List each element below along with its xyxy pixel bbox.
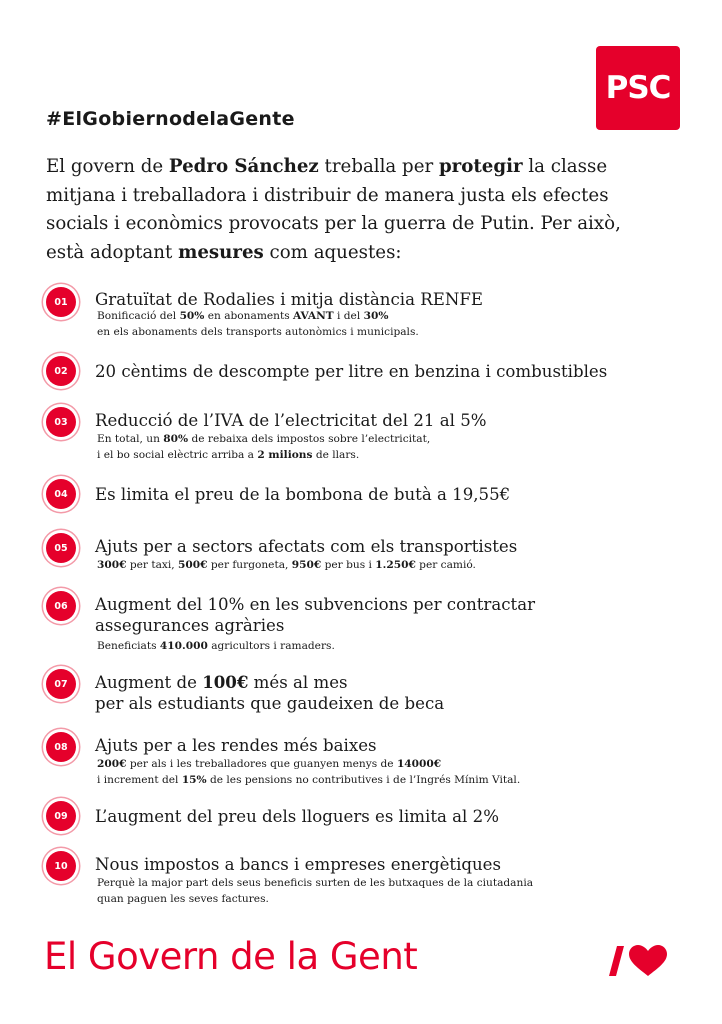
measure-detail: 200€ per als i les treballadores que guanyen menys de 14000€ [97, 758, 442, 770]
measure-detail: quan paguen les seves factures. [97, 893, 269, 905]
measure-title: 20 cèntims de descompte per litre en benzina i combustibles [95, 362, 608, 381]
number-badge: 10 [46, 851, 76, 881]
number-badge: 04 [46, 479, 76, 509]
measure-detail: Perquè la major part dels seus beneficis surten de les butxaques de la ciutadania [97, 877, 534, 889]
hashtag: #ElGobiernodelaGente [46, 108, 295, 130]
measure-title: Ajuts per a sectors afectats com els transportistes [95, 537, 518, 556]
psc-logo [596, 46, 680, 130]
measure-title: Nous impostos a bancs i empreses energètiques [95, 855, 502, 874]
number-badge: 09 [46, 801, 76, 831]
measure-detail: en els abonaments dels transports autonòmics i municipals. [97, 326, 419, 338]
measure-detail: Beneficiats 410.000 agricultors i ramaders. [97, 640, 335, 652]
measure-detail: i el bo social elèctric arriba a 2 milions de llars. [97, 449, 360, 461]
intro-paragraph: El govern de Pedro Sánchez treballa per protegir la classe mitjana i treballadora i distribuir de manera justa els efectes socials i econòmics provocats per la guerra de Putin. Per això, està adoptant mesures com aquestes: [46, 156, 621, 263]
number-badge: 01 [46, 287, 76, 317]
number-badge: 05 [46, 533, 76, 563]
measure-title: Reducció de l’IVA de l’electricitat del 21 al 5% [95, 411, 487, 430]
number-badge: 07 [46, 669, 76, 699]
number-badge: 08 [46, 732, 76, 762]
psc-logo-text: PSC [605, 70, 671, 106]
slash-heart-icon [608, 944, 670, 978]
measure-detail: 300€ per taxi, 500€ per furgoneta, 950€ per bus i 1.250€ per camió. [97, 559, 476, 571]
measure-title: Augment del 10% en les subvencions per contractar assegurances agràries [95, 595, 536, 635]
measure-title: Ajuts per a les rendes més baixes [95, 736, 377, 755]
footer-slogan: El Govern de la Gent [44, 935, 418, 978]
number-badge: 03 [46, 407, 76, 437]
measure-title: L’augment del preu dels lloguers es limita al 2% [95, 807, 499, 826]
measure-detail: i increment del 15% de les pensions no contributives i de l’Ingrés Mínim Vital. [97, 774, 521, 786]
measure-title: Augment de 100€ més al mes per als estudiants que gaudeixen de beca [95, 672, 445, 713]
number-badge: 06 [46, 591, 76, 621]
measure-title: Es limita el preu de la bombona de butà a 19,55€ [95, 485, 511, 504]
measure-detail: Bonificació del 50% en abonaments AVANT i del 30% [97, 310, 389, 322]
measure-detail: En total, un 80% de rebaixa dels impostos sobre l’electricitat, [97, 433, 431, 445]
number-badge: 02 [46, 356, 76, 386]
measure-title: Gratuïtat de Rodalies i mitja distància RENFE [95, 290, 484, 309]
